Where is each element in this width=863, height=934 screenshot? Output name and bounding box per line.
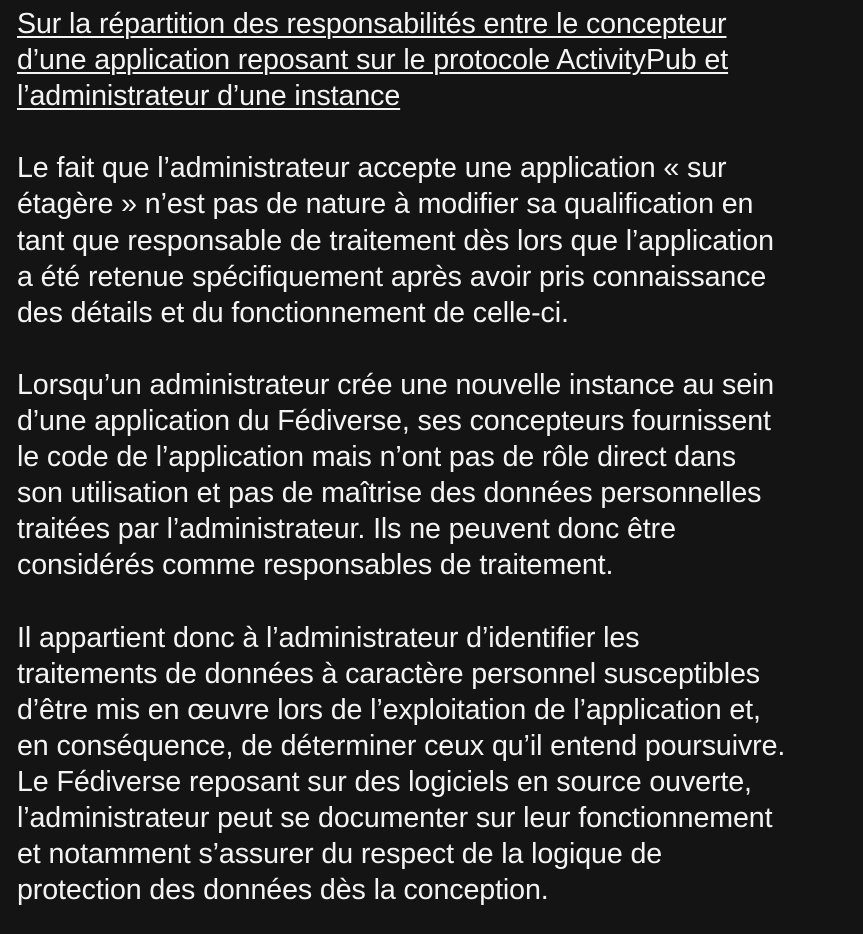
paragraph-spacer bbox=[17, 331, 857, 367]
paragraph-line: le code de l’application mais n’ont pas de rôle direct dans bbox=[17, 441, 736, 474]
title-line: Sur la répartition des responsabilités entre le concepteur bbox=[17, 8, 727, 40]
paragraph-line: l’administrateur peut se documenter sur leur fonctionnement bbox=[17, 802, 773, 835]
paragraph-line: tant que responsable de traitement dès lors que l’application bbox=[17, 224, 774, 257]
paragraph-line: a été retenue spécifiquement après avoir pris connaissance bbox=[17, 260, 767, 293]
paragraph-line: en conséquence, de déterminer ceux qu’il entend poursuivre. bbox=[17, 729, 786, 762]
paragraph-line: d’être mis en œuvre lors de l’exploitation de l’application et, bbox=[17, 693, 761, 726]
paragraph-instance-creation bbox=[17, 367, 857, 584]
section-title-link[interactable] bbox=[17, 6, 857, 114]
title-line: d’une application reposant sur le protocole ActivityPub et bbox=[17, 44, 729, 77]
paragraph-shelf-application bbox=[17, 150, 857, 330]
paragraph-spacer bbox=[17, 584, 857, 620]
paragraph-line: considérés comme responsables de traitement. bbox=[17, 549, 614, 582]
paragraph-line: Le fait que l’administrateur accepte une application « sur bbox=[17, 152, 727, 185]
paragraph-line: Il appartient donc à l’administrateur d’identifier les bbox=[17, 621, 640, 654]
paragraph-spacer bbox=[17, 114, 857, 150]
paragraph-line: étagère » n’est pas de nature à modifier sa qualification en bbox=[17, 188, 754, 221]
paragraph-line: des détails et du fonctionnement de celle-ci. bbox=[17, 296, 569, 329]
title-line: l’administrateur d’une instance bbox=[17, 80, 401, 113]
document bbox=[17, 6, 857, 908]
paragraph-line: d’une application du Fédiverse, ses concepteurs fournissent bbox=[17, 405, 771, 438]
paragraph-line: traitements de données à caractère personnel susceptibles bbox=[17, 657, 760, 690]
paragraph-line: Le Fédiverse reposant sur des logiciels en source ouverte, bbox=[17, 765, 752, 798]
paragraph-line: son utilisation et pas de maîtrise des données personnelles bbox=[17, 477, 762, 510]
paragraph-administrator-duty bbox=[17, 620, 857, 909]
paragraph-line: traitées par l’administrateur. Ils ne peuvent donc être bbox=[17, 513, 676, 546]
paragraph-line: Lorsqu’un administrateur crée une nouvelle instance au sein bbox=[17, 368, 775, 401]
paragraph-line: et notamment s’assurer du respect de la logique de bbox=[17, 838, 663, 871]
paragraph-line: protection des données dès la conception. bbox=[17, 874, 549, 907]
